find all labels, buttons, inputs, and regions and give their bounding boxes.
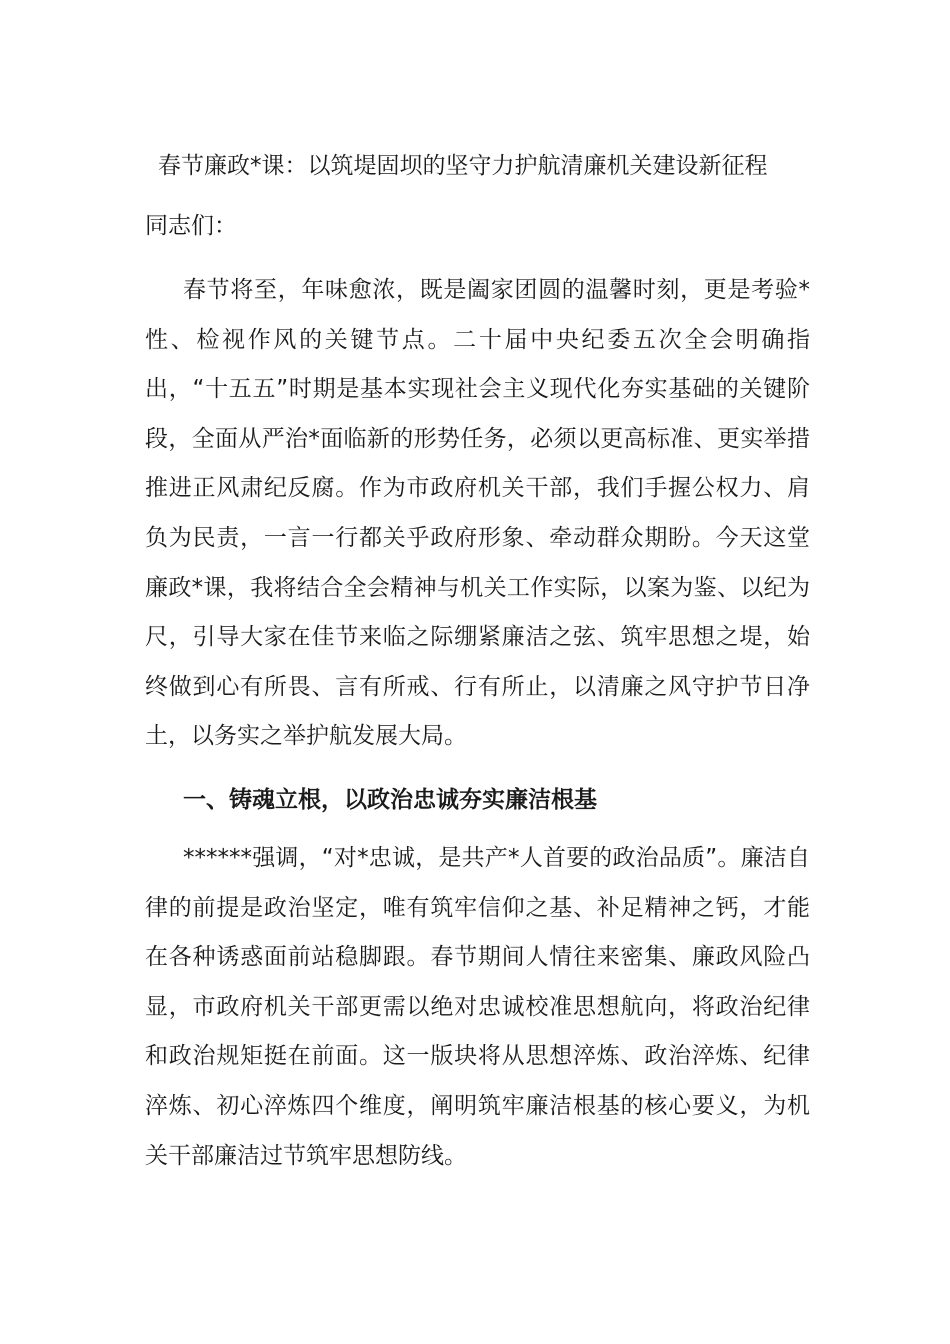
intro-paragraph: 春节将至，年味愈浓，既是阖家团圆的温馨时刻，更是考验*性、检视作风的关键节点。二十届中央纪委五次全会明确指出，“十五五”时期是基本实现社会主义现代化夯实基础的关键阶段，全面从严治*面临新的形势任务，必须以更高标准、更实举措推进正风肃纪反腐。作为市政府机关干部，我们手握公权力、肩负为民责，一言一行都关乎政府形象、牵动群众期盼。今天这堂廉政*课，我将结合全会精神与机关工作实际，以案为鉴、以纪为尺，引导大家在佳节来临之际绷紧廉洁之弦、筑牢思想之堤，始终做到心有所畏、言有所戒、行有所止，以清廉之风守护节日净土，以务实之举护航发展大局。: [145, 277, 810, 750]
salutation: 同志们：: [145, 213, 237, 239]
section-heading-1: 一、铸魂立根，以政治忠诚夯实廉洁根基: [183, 787, 597, 813]
section-1-paragraph: ******强调，“对*忠诚，是共产*人首要的政治品质”。廉洁自律的前提是政治坚定，唯有筑牢信仰之基、补足精神之钙，才能在各种诱惑面前站稳脚跟。春节期间人情往来密集、廉政风险凸显，市政府机关干部更需以绝对忠诚校准思想航向，将政治纪律和政治规矩挺在前面。这一版块将从思想淬炼、政治淬炼、纪律淬炼、初心淬炼四个维度，阐明筑牢廉洁根基的核心要义，为机关干部廉洁过节筑牢思想防线。: [145, 845, 810, 1169]
document-title: 春节廉政*课：以筑堤固坝的坚守力护航清廉机关建设新征程: [158, 153, 768, 179]
